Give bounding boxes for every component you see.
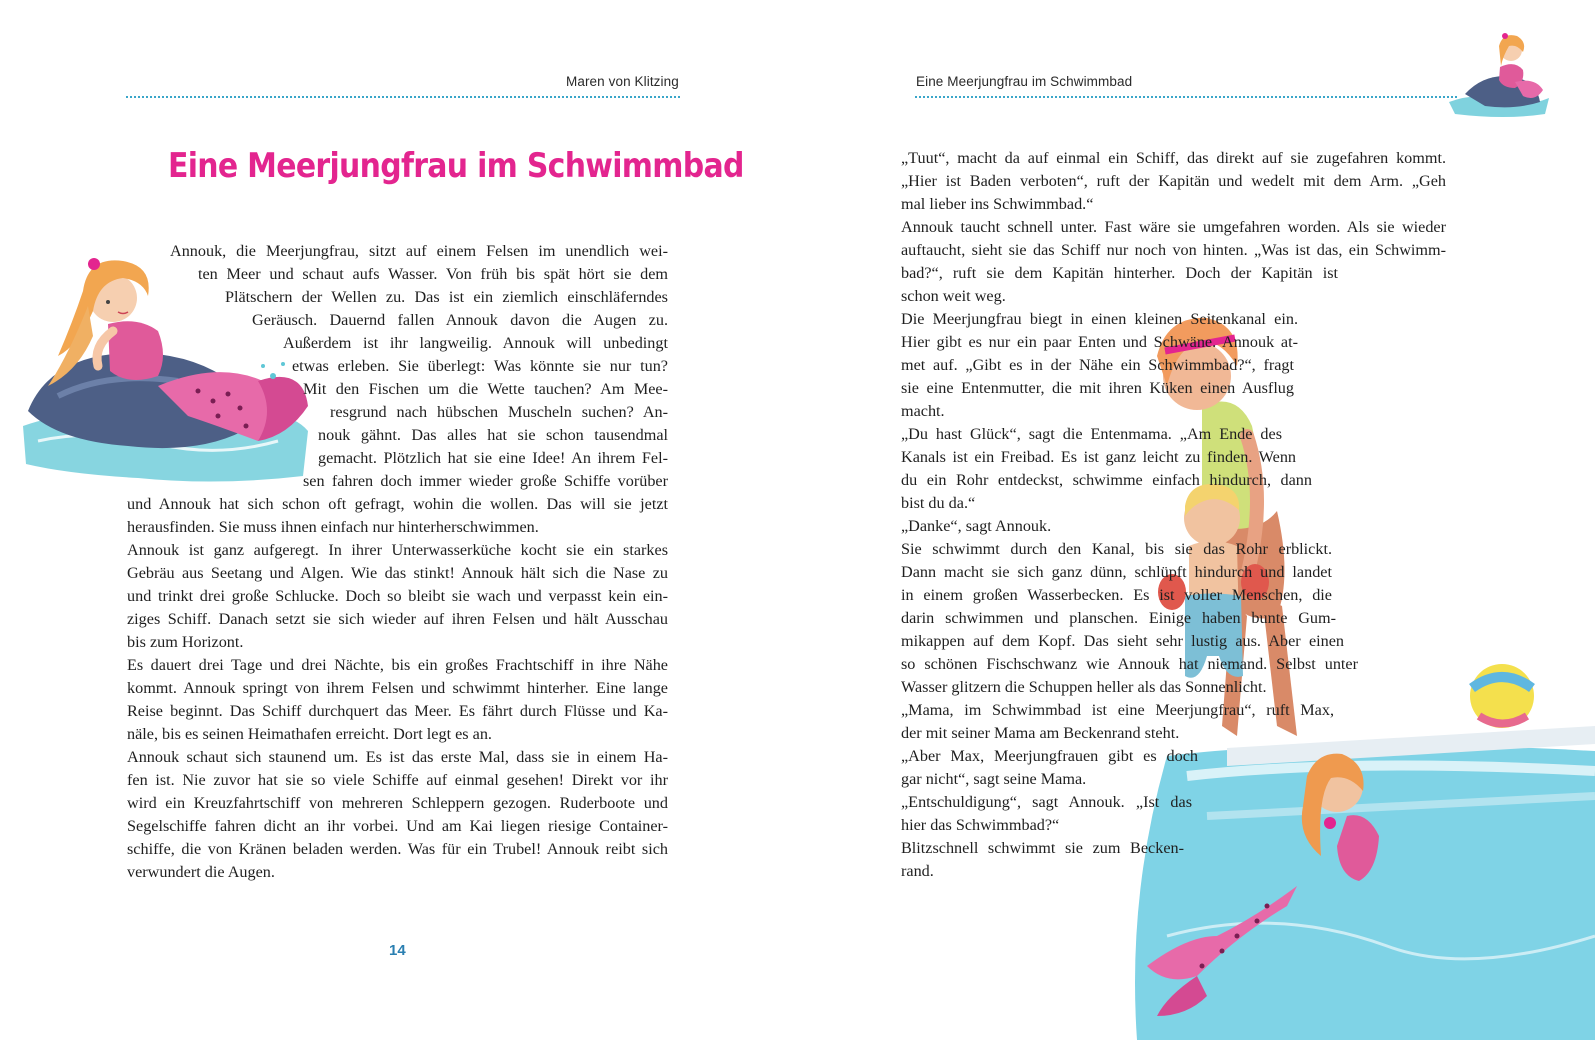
running-head-author: Maren von Klitzing <box>566 74 679 89</box>
header-dotted-rule <box>915 96 1457 98</box>
text-line: Geräusch. Dauernd fallen Annouk davon die Augen zu. <box>252 311 668 329</box>
text-line: Plätschern der Wellen zu. Das ist ein ziemlich einschläferndes <box>225 288 668 306</box>
text-line: der mit seiner Mama am Beckenrand steht. <box>901 724 1180 742</box>
text-line: Reise beginnt. Das Schiff durchquert das Meer. Es fährt durch Flüsse und Ka- <box>127 702 668 720</box>
text-line: Kanals ist ein Freibad. Es ist ganz leicht zu finden. Wenn <box>901 448 1296 466</box>
text-line: ziges Schiff. Danach setzt sie sich wieder auf ihren Felsen und hält Ausschau <box>127 610 668 628</box>
text-line: kommt. Annouk springt von ihrem Felsen und schwimmt hinterher. Eine lange <box>127 679 668 697</box>
text-line: hier das Schwimmbad?“ <box>901 816 1060 834</box>
text-line: sie eine Entenmutter, die mit ihren Küken einen Ausflug <box>901 379 1294 397</box>
text-line: bad?“, ruft sie dem Kapitän hinterher. Doch der Kapitän ist <box>901 264 1338 282</box>
text-line: Wasser glitzern die Schuppen heller als das Sonnenlicht. <box>901 678 1267 696</box>
text-line: rand. <box>901 862 934 880</box>
text-line: herausfinden. Sie muss ihnen einfach nur hinterherschwimmen. <box>127 518 539 536</box>
text-line: Hier gibt es nur ein paar Enten und Schwäne. Annouk at- <box>901 333 1298 351</box>
text-line: Annouk taucht schnell unter. Fast wäre sie umgefahren worden. Als sie wieder <box>901 218 1446 236</box>
text-line: Blitzschnell schwimmt sie zum Becken- <box>901 839 1184 857</box>
text-line: resgrund nach hübschen Muscheln suchen? An- <box>330 403 668 421</box>
text-line: macht. <box>901 402 945 420</box>
text-line: verwundert die Augen. <box>127 863 275 881</box>
text-line: Es dauert drei Tage und drei Nächte, bis ein großes Frachtschiff in ihre Nähe <box>127 656 668 674</box>
text-line: etwas erleben. Sie überlegt: Was könnte sie nur tun? <box>292 357 668 375</box>
text-line: näle, bis es seinen Heimathafen erreicht. Dort legt es an. <box>127 725 492 743</box>
text-line: mal lieber ins Schwimmbad.“ <box>901 195 1094 213</box>
text-line: „Aber Max, Meerjungfrauen gibt es doch <box>901 747 1198 765</box>
text-line: Gebräu aus Seetang und Algen. Wie das stinkt! Annouk hält sich die Nase zu <box>127 564 668 582</box>
text-line: bist du da.“ <box>901 494 976 512</box>
text-line: mikappen auf dem Kopf. Das sieht sehr lustig aus. Aber einen <box>901 632 1344 650</box>
text-line: „Du hast Glück“, sagt die Entenmama. „Am Ende des <box>901 425 1282 443</box>
text-line: nouk gähnt. Das alles hat sie schon tausendmal <box>318 426 668 444</box>
text-line: bis zum Horizont. <box>127 633 244 651</box>
text-line: und trinkt drei große Schlucke. Doch so bleibt sie wach und verpasst kein ein- <box>127 587 668 605</box>
text-line: und Annouk hat sich schon oft gefragt, wohin die wollen. Das will sie jetzt <box>127 495 668 513</box>
text-line: gar nicht“, sagt seine Mama. <box>901 770 1087 788</box>
text-line: schiffe, die von Kränen beladen werden. Was für ein Trubel! Annouk reibt sich <box>127 840 668 858</box>
text-line: Die Meerjungfrau biegt in einen kleinen Seitenkanal ein. <box>901 310 1298 328</box>
text-line: gemacht. Plötzlich hat sie eine Idee! An ihrem Fel- <box>318 449 668 467</box>
text-line: Segelschiffe fahren dicht an ihr vorbei. Und am Kai liegen riesige Container- <box>127 817 668 835</box>
text-line: in einem großen Wasserbecken. Es ist voller Menschen, die <box>901 586 1332 604</box>
running-head-chapter: Eine Meerjungfrau im Schwimmbad <box>916 74 1133 89</box>
text-line: schon weit weg. <box>901 287 1006 305</box>
text-line: ten Meer und schaut aufs Wasser. Von früh bis spät hört sie dem <box>198 265 668 283</box>
text-line: Sie schwimmt durch den Kanal, bis sie das Rohr erblickt. <box>901 540 1332 558</box>
chapter-title: Eine Meerjungfrau im Schwimmbad <box>168 146 744 186</box>
text-line: „Danke“, sagt Annouk. <box>901 517 1052 535</box>
text-line: fen ist. Nie zuvor hat sie so viele Schiffe auf einmal gesehen! Direkt vor ihr <box>127 771 668 789</box>
text-line: du ein Rohr entdeckst, schwimme einfach hindurch, dann <box>901 471 1312 489</box>
text-line: wird ein Kreuzfahrtschiff von mehreren Schleppern gezogen. Ruderboote und <box>127 794 668 812</box>
text-line: „Entschuldigung“, sagt Annouk. „Ist das <box>901 793 1192 811</box>
header-dotted-rule <box>126 96 680 98</box>
right-page <box>797 0 1595 1040</box>
text-line: Annouk schaut sich staunend um. Es ist das erste Mal, dass sie in einem Ha- <box>127 748 668 766</box>
text-line: sen fahren doch immer wieder große Schiffe vorüber <box>303 472 668 490</box>
text-line: „Hier ist Baden verboten“, ruft der Kapitän und wedelt mit dem Arm. „Geh <box>901 172 1446 190</box>
left-page <box>0 0 797 1040</box>
text-line: Annouk ist ganz aufgeregt. In ihrer Unterwasserküche kocht sie ein starkes <box>127 541 668 559</box>
text-line: Dann macht sie sich ganz dünn, schlüpft hindurch und landet <box>901 563 1332 581</box>
text-line: darin schwimmen und planschen. Einige haben bunte Gum- <box>901 609 1336 627</box>
text-line: „Mama, im Schwimmbad ist eine Meerjungfrau“, ruft Max, <box>901 701 1334 719</box>
text-line: „Tuut“, macht da auf einmal ein Schiff, das direkt auf sie zugefahren kommt. <box>901 149 1446 167</box>
text-line: Mit den Fischen um die Wette tauchen? Am Mee- <box>303 380 668 398</box>
small-mermaid-vignette <box>1445 22 1555 120</box>
text-line: Annouk, die Meerjungfrau, sitzt auf einem Felsen im unendlich wei- <box>170 242 668 260</box>
text-line: auftaucht, sieht sie das Schiff nur noch von hinten. „Was ist das, ein Schwimm- <box>901 241 1446 259</box>
text-line: Außerdem ist ihr langweilig. Annouk will unbedingt <box>283 334 668 352</box>
page-number: 14 <box>389 942 406 959</box>
text-line: met auf. „Gibt es in der Nähe ein Schwimmbad?“, fragt <box>901 356 1294 374</box>
text-line: so schönen Fischschwanz wie Annouk hat niemand. Selbst unter <box>901 655 1358 673</box>
